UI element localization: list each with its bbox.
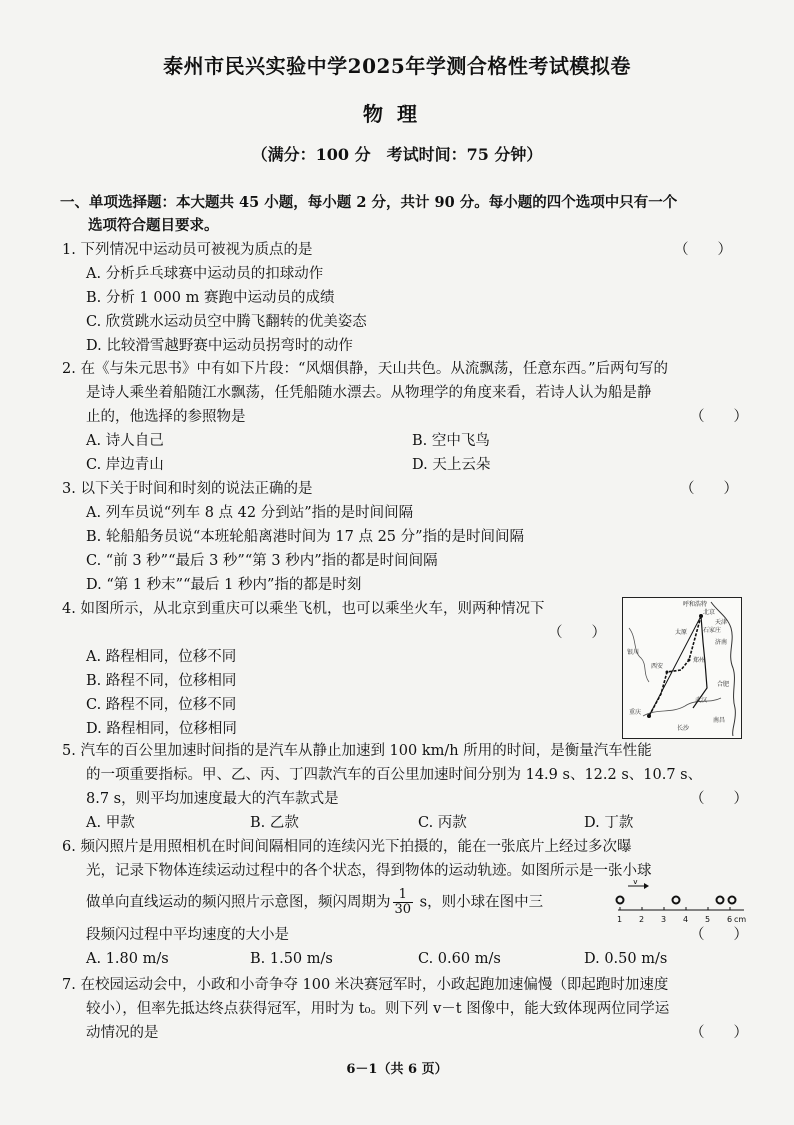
ruler-tick-label: 5 [705, 915, 711, 924]
option-c: C. 丙款 [418, 815, 467, 831]
question-6-line1: 6. 频闪照片是用照相机在时间间隔相同的连续闪光下拍摄的，能在一张底片上经过多次曝 [62, 839, 632, 855]
option-d: D. “第 1 秒末”“最后 1 秒内”指的都是时刻 [86, 577, 362, 593]
ruler-tick-label: 2 [639, 915, 645, 924]
question-5-line1: 5. 汽车的百公里加速时间指的是汽车从静止加速到 100 km/h 所用的时间，是衡量汽车性能 [62, 743, 652, 759]
question-5-line3: 8.7 s，则平均加速度最大的汽车款式是 [86, 791, 339, 807]
option-a: A. 1.80 m/s [86, 951, 169, 967]
option-c: C. 0.60 m/s [418, 951, 501, 967]
map-label: 北京 [703, 609, 716, 616]
fraction-denominator: 30 [394, 902, 412, 917]
frequency-fraction [393, 888, 414, 917]
map-label: 太原 [675, 629, 688, 636]
ball-position [729, 897, 736, 904]
question-4-stem: 4. 如图所示，从北京到重庆可以乘坐飞机，也可以乘坐火车，则两种情况下 [62, 601, 545, 617]
option-c: C. 路程不同，位移不同 [86, 697, 237, 713]
option-c: C. “前 3 秒”“最后 3 秒”“第 3 秒内”指的都是时间间隔 [86, 553, 438, 569]
option-a: A. 诗人自己 [86, 433, 164, 449]
question-6-line2: 光，记录下物体连续运动过程中的各个状态，得到物体的运动轨迹。如图所示是一张小球 [86, 863, 652, 879]
answer-blank: （ ） [548, 625, 606, 641]
map-label: 长沙 [677, 725, 690, 732]
option-b: B. 分析 1 000 m 赛跑中运动员的成绩 [86, 290, 335, 306]
option-a: A. 列车员说“列车 8 点 42 分到站”指的是时间间隔 [86, 505, 414, 521]
answer-blank: （ ） [690, 791, 748, 807]
ball-position [673, 897, 680, 904]
option-a: A. 分析乒乓球赛中运动员的扣球动作 [86, 266, 324, 282]
map-label: 呼和浩特 [683, 601, 708, 608]
question-6-line3 [86, 888, 543, 917]
option-a: A. 甲款 [86, 815, 135, 831]
strobe-figure-svg [612, 880, 752, 928]
answer-blank: （ ） [690, 927, 748, 943]
velocity-arrow-head [644, 883, 649, 889]
ruler-tick-label: 6 [727, 915, 733, 924]
map-label: 济南 [715, 639, 728, 646]
strobe-photo-figure [612, 880, 752, 928]
map-label: 武汉 [695, 697, 708, 704]
map-label: 重庆 [629, 709, 642, 716]
map-label: 天津 [715, 619, 728, 626]
question-6-line3-part1: 做单向直线运动的频闪照片示意图，频闪周期为 [86, 894, 391, 911]
china-route-map [622, 597, 742, 739]
question-2-line2: 是诗人乘坐着船随江水飘荡，任凭船随水漂去。从物理学的角度来看，若诗人认为船是静 [86, 385, 652, 401]
city-dot [688, 659, 691, 662]
option-d: D. 路程相同，位移相同 [86, 721, 237, 737]
ball-position [717, 897, 724, 904]
map-figure [623, 598, 741, 738]
ruler-tick-label: 4 [683, 915, 689, 924]
question-7-line3: 动情况的是 [86, 1025, 159, 1041]
option-b: B. 乙款 [250, 815, 299, 831]
option-c: C. 岸边青山 [86, 457, 164, 473]
question-7-line1: 7. 在校园运动会中，小政和小奇争夺 100 米决赛冠军时，小政起跑加速偏慢（即起跑时加速度 [62, 977, 669, 993]
exam-title: 泰州市民兴实验中学2025年学测合格性考试模拟卷 [163, 54, 631, 78]
answer-blank: （ ） [680, 481, 738, 497]
question-5-line2: 的一项重要指标。甲、乙、丙、丁四款汽车的百公里加速时间分别为 14.9 s、12.2 s、10.7 s、 [86, 767, 703, 783]
ball-position [617, 897, 624, 904]
question-2-line3: 止的，他选择的参照物是 [86, 409, 246, 425]
question-6-line4: 段频闪过程中平均速度的大小是 [86, 927, 289, 943]
map-label: 南昌 [713, 717, 726, 724]
answer-blank: （ ） [690, 1025, 748, 1041]
exam-meta: （满分：100 分 考试时间：75 分钟） [251, 145, 543, 164]
answer-blank: （ ） [690, 409, 748, 425]
map-label: 西安 [651, 663, 664, 670]
option-b: B. 路程不同，位移相同 [86, 673, 237, 689]
velocity-label: v [633, 880, 638, 886]
option-d: D. 比较滑雪越野赛中运动员拐弯时的动作 [86, 338, 353, 354]
map-label: 银川 [627, 649, 640, 656]
subject-title: 物理 [363, 102, 431, 126]
option-d: D. 天上云朵 [412, 457, 491, 473]
page-footer: 6－1（共 6 页） [346, 1062, 448, 1077]
question-7-line2: 较小），但率先抵达终点获得冠军，用时为 t₀。则下列 v－t 图像中，能大致体现两位同学运 [86, 1001, 670, 1017]
ruler-tick-label: 3 [661, 915, 667, 924]
option-c: C. 欣赏跳水运动员空中腾飞翻转的优美姿态 [86, 314, 367, 330]
option-b: B. 空中飞鸟 [412, 433, 490, 449]
question-1-stem: 1. 下列情况中运动员可被视为质点的是 [62, 242, 313, 258]
fraction-numerator: 1 [393, 888, 414, 903]
ruler-tick-label: 1 [617, 915, 623, 924]
map-label: 石家庄 [703, 627, 722, 634]
city-dot [647, 714, 651, 718]
map-label: 郑州 [693, 657, 706, 664]
option-d: D. 0.50 m/s [584, 951, 668, 967]
section-heading-line2: 选项符合题目要求。 [88, 217, 219, 234]
map-label: 合肥 [717, 681, 730, 688]
city-dot [666, 671, 669, 674]
section-heading-line1: 一、单项选择题：本大题共 45 小题，每小题 2 分，共计 90 分。每小题的四个选项中只有一个 [60, 194, 678, 211]
option-d: D. 丁款 [584, 815, 634, 831]
question-3-stem: 3. 以下关于时间和时刻的说法正确的是 [62, 481, 313, 497]
question-2-line1: 2. 在《与朱元思书》中有如下片段：“风烟俱静，天山共色。从流飘荡，任意东西。”后两句写的 [62, 361, 669, 377]
question-6-line3-part2: s，则小球在图中三 [415, 894, 544, 911]
option-b: B. 1.50 m/s [250, 951, 333, 967]
option-b: B. 轮船船务员说“本班轮船离港时间为 17 点 25 分”指的是时间间隔 [86, 529, 525, 545]
answer-blank: （ ） [674, 242, 732, 258]
option-a: A. 路程相同，位移不同 [86, 649, 237, 665]
ruler-unit: cm [734, 915, 747, 924]
